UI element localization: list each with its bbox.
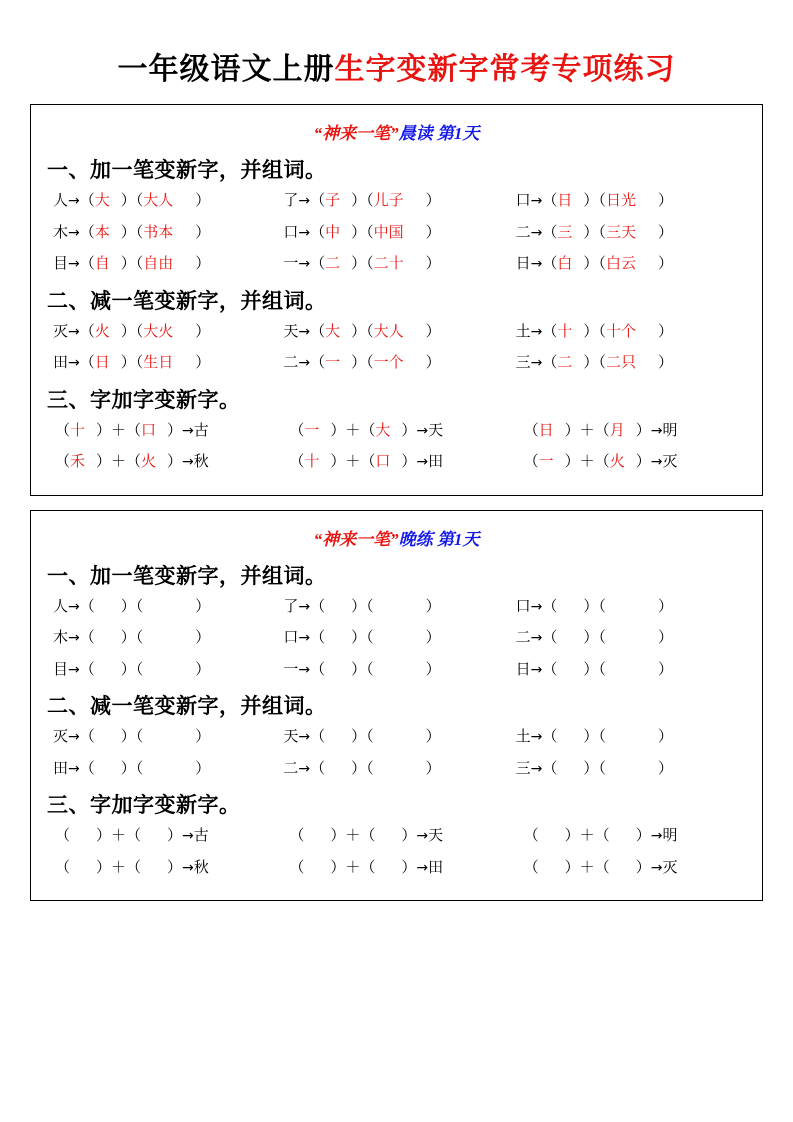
base-char: 口 bbox=[283, 630, 299, 646]
base-char: 人 bbox=[53, 193, 69, 209]
evening-ex3-row-2 bbox=[45, 857, 748, 880]
base-char: 三 bbox=[515, 355, 531, 371]
exercise-item: 了→（ ）（ ） bbox=[283, 598, 441, 615]
section-evening-title-day: 第1天 bbox=[436, 529, 480, 549]
evening-ex1-row-1 bbox=[45, 596, 748, 619]
exercise-item: 日→（白 ）（白云 ） bbox=[514, 253, 748, 276]
page-title-black: 一年级语文上册 bbox=[117, 53, 335, 86]
addend-a: 日 bbox=[538, 422, 554, 439]
addend-a: 一 bbox=[304, 422, 320, 439]
base-char: 二 bbox=[515, 224, 531, 241]
morning-ex1-row-3 bbox=[45, 253, 748, 276]
answer-word: 大人 bbox=[143, 193, 174, 209]
answer-word: 二只 bbox=[605, 355, 636, 371]
base-char: 了 bbox=[283, 598, 299, 615]
exercise-item: 木→（本 ）（书本 ） bbox=[45, 222, 279, 245]
result-char: 田 bbox=[428, 454, 444, 470]
result-char: 天 bbox=[428, 422, 444, 439]
exercise-item: 二→（ ）（ ） bbox=[283, 760, 441, 777]
combine-item: （ ）＋（ ）→明 bbox=[523, 828, 678, 844]
page-title-red: 生字变新字常考专项练习 bbox=[334, 53, 676, 86]
base-char: 天 bbox=[283, 323, 299, 340]
morning-ex2-row-1 bbox=[45, 321, 748, 344]
combine-item: （ ）＋（ ）→秋 bbox=[55, 859, 209, 876]
base-char: 口 bbox=[515, 598, 531, 615]
answer-word: 中国 bbox=[373, 224, 404, 241]
answer-char: 中 bbox=[325, 224, 341, 241]
evening-ex3-heading: 三、字加字变新字。 bbox=[47, 793, 241, 817]
base-char: 木 bbox=[53, 224, 69, 241]
morning-ex1-row-1 bbox=[45, 190, 748, 213]
exercise-item: 目→（ ）（ ） bbox=[53, 661, 211, 678]
answer-word: 自由 bbox=[143, 256, 174, 272]
combine-item: （一 ）＋（大 ）→天 bbox=[279, 420, 513, 443]
exercise-item: 木→（ ）（ ） bbox=[53, 630, 211, 646]
combine-item: （ ）＋（ ）→天 bbox=[289, 828, 444, 844]
answer-char: 自 bbox=[94, 256, 110, 272]
answer-char: 一 bbox=[325, 355, 341, 371]
exercise-item: 二→（一 ）（一个 ） bbox=[279, 352, 513, 375]
result-char: 古 bbox=[193, 422, 209, 439]
answer-char: 火 bbox=[94, 323, 110, 340]
addend-a: 十 bbox=[304, 454, 320, 470]
exercise-item: 目→（自 ）（自由 ） bbox=[45, 253, 279, 276]
answer-word: 儿子 bbox=[373, 193, 404, 209]
base-char: 一 bbox=[283, 661, 299, 678]
result-char: 灭 bbox=[662, 859, 678, 876]
answer-char: 二 bbox=[557, 355, 573, 371]
page-title bbox=[30, 44, 763, 88]
base-char: 一 bbox=[283, 256, 299, 272]
base-char: 二 bbox=[283, 355, 299, 371]
evening-ex2-row-2 bbox=[45, 758, 748, 781]
base-char: 田 bbox=[53, 355, 69, 371]
base-char: 口 bbox=[283, 224, 299, 241]
addend-b: 月 bbox=[609, 422, 625, 439]
exercise-item: 三→（ ）（ ） bbox=[515, 760, 673, 777]
morning-ex1-row-2 bbox=[45, 222, 748, 245]
exercise-item: 二→（ ）（ ） bbox=[515, 630, 673, 646]
section-morning-title bbox=[45, 119, 748, 144]
answer-word: 大人 bbox=[373, 323, 404, 340]
exercise-item: 三→（二 ）（二只 ） bbox=[514, 352, 748, 375]
answer-char: 本 bbox=[94, 224, 110, 241]
exercise-item: 天→（大 ）（大人 ） bbox=[279, 321, 513, 344]
result-char: 灭 bbox=[662, 454, 678, 470]
evening-ex1-row-2 bbox=[45, 627, 748, 650]
exercise-item: 口→（ ）（ ） bbox=[283, 630, 441, 646]
base-char: 土 bbox=[515, 729, 531, 745]
addend-a: 十 bbox=[70, 422, 86, 439]
base-char: 日 bbox=[515, 661, 531, 678]
exercise-item: 人→（大 ）（大人 ） bbox=[45, 190, 279, 213]
combine-item: （ ）＋（ ）→灭 bbox=[523, 859, 678, 876]
addend-b: 火 bbox=[609, 454, 625, 470]
morning-ex3-row-2 bbox=[45, 451, 748, 474]
base-char: 了 bbox=[283, 193, 299, 209]
base-char: 二 bbox=[515, 630, 531, 646]
base-char: 三 bbox=[515, 760, 531, 777]
addend-b: 口 bbox=[375, 454, 391, 470]
morning-ex3-heading: 三、字加字变新字。 bbox=[47, 387, 241, 412]
evening-ex3-row-1 bbox=[45, 825, 748, 848]
morning-ex2-row-2 bbox=[45, 352, 748, 375]
section-morning-title-rest: 晨读 bbox=[398, 124, 433, 143]
base-char: 天 bbox=[283, 729, 299, 745]
addend-b: 口 bbox=[141, 422, 157, 439]
evening-ex2-row-1 bbox=[45, 726, 748, 749]
answer-char: 白 bbox=[557, 256, 573, 272]
answer-char: 日 bbox=[557, 193, 573, 209]
addend-a: 禾 bbox=[70, 454, 86, 470]
section-evening-title-quote: “神来一笔” bbox=[313, 529, 399, 549]
answer-word: 一个 bbox=[373, 355, 404, 371]
base-char: 人 bbox=[53, 598, 69, 615]
base-char: 灭 bbox=[53, 729, 69, 745]
answer-char: 三 bbox=[557, 224, 573, 241]
exercise-item: 一→（二 ）（二十 ） bbox=[279, 253, 513, 276]
combine-item: （ ）＋（ ）→古 bbox=[55, 828, 209, 844]
evening-ex1-heading: 一、加一笔变新字，并组词。 bbox=[47, 563, 327, 588]
exercise-item: 人→（ ）（ ） bbox=[53, 598, 211, 615]
exercise-item: 口→（日 ）（日光 ） bbox=[514, 190, 748, 213]
result-char: 古 bbox=[193, 828, 209, 844]
base-char: 土 bbox=[515, 323, 531, 340]
answer-char: 二 bbox=[325, 256, 341, 272]
result-char: 秋 bbox=[193, 859, 209, 876]
answer-word: 生日 bbox=[143, 355, 174, 371]
exercise-item: 土→（ ）（ ） bbox=[515, 729, 673, 745]
answer-word: 三天 bbox=[605, 224, 636, 241]
exercise-item: 田→（日 ）（生日 ） bbox=[45, 352, 279, 375]
answer-word: 白云 bbox=[605, 256, 636, 272]
morning-ex3-row-1 bbox=[45, 420, 748, 443]
base-char: 目 bbox=[53, 256, 69, 272]
answer-char: 子 bbox=[325, 193, 341, 209]
answer-word: 日光 bbox=[605, 193, 636, 209]
combine-item: （禾 ）＋（火 ）→秋 bbox=[45, 451, 279, 474]
section-morning-title-day: 第1天 bbox=[436, 124, 480, 143]
exercise-item: 土→（十 ）（十个 ） bbox=[514, 321, 748, 344]
exercise-item: 口→（ ）（ ） bbox=[515, 598, 673, 615]
addend-b: 火 bbox=[141, 454, 157, 470]
exercise-item: 一→（ ）（ ） bbox=[283, 661, 441, 678]
section-evening-title-rest: 晚练 bbox=[398, 529, 433, 549]
exercise-item: 日→（ ）（ ） bbox=[515, 661, 673, 678]
answer-char: 大 bbox=[325, 323, 341, 340]
combine-item: （日 ）＋（月 ）→明 bbox=[514, 420, 748, 443]
combine-item: （十 ）＋（口 ）→古 bbox=[45, 420, 279, 443]
exercise-item: 灭→（火 ）（大火 ） bbox=[45, 321, 279, 344]
exercise-item: 二→（三 ）（三天 ） bbox=[514, 222, 748, 245]
answer-char: 十 bbox=[557, 323, 573, 340]
base-char: 田 bbox=[53, 760, 69, 777]
result-char: 天 bbox=[428, 828, 444, 844]
base-char: 二 bbox=[283, 760, 299, 777]
exercise-item: 田→（ ）（ ） bbox=[53, 760, 211, 777]
answer-char: 大 bbox=[94, 193, 110, 209]
combine-item: （十 ）＋（口 ）→田 bbox=[279, 451, 513, 474]
exercise-item: 口→（中 ）（中国 ） bbox=[279, 222, 513, 245]
combine-item: （一 ）＋（火 ）→灭 bbox=[514, 451, 748, 474]
base-char: 木 bbox=[53, 630, 69, 646]
evening-ex1-row-3 bbox=[45, 659, 748, 682]
base-char: 日 bbox=[515, 256, 531, 272]
addend-a: 一 bbox=[538, 454, 554, 470]
combine-item: （ ）＋（ ）→田 bbox=[289, 859, 444, 876]
section-evening-title bbox=[45, 525, 748, 550]
base-char: 目 bbox=[53, 661, 69, 678]
result-char: 明 bbox=[662, 422, 678, 439]
section-evening bbox=[30, 510, 763, 902]
section-morning bbox=[30, 104, 763, 496]
base-char: 灭 bbox=[53, 323, 69, 340]
base-char: 口 bbox=[515, 193, 531, 209]
morning-ex2-heading: 二、减一笔变新字，并组词。 bbox=[47, 288, 327, 313]
evening-ex2-heading: 二、减一笔变新字，并组词。 bbox=[47, 694, 327, 718]
exercise-item: 天→（ ）（ ） bbox=[283, 729, 441, 745]
result-char: 田 bbox=[428, 859, 444, 876]
exercise-item: 灭→（ ）（ ） bbox=[53, 729, 211, 745]
answer-word: 大火 bbox=[143, 323, 174, 340]
exercise-item: 了→（子 ）（儿子 ） bbox=[279, 190, 513, 213]
answer-word: 二十 bbox=[373, 256, 404, 272]
answer-word: 书本 bbox=[143, 224, 174, 241]
addend-b: 大 bbox=[375, 422, 391, 439]
morning-ex1-heading: 一、加一笔变新字，并组词。 bbox=[47, 158, 327, 182]
result-char: 明 bbox=[662, 828, 678, 844]
answer-char: 日 bbox=[94, 355, 110, 371]
answer-word: 十个 bbox=[605, 323, 636, 340]
section-morning-title-quote: “神来一笔” bbox=[313, 124, 399, 143]
result-char: 秋 bbox=[193, 454, 209, 470]
